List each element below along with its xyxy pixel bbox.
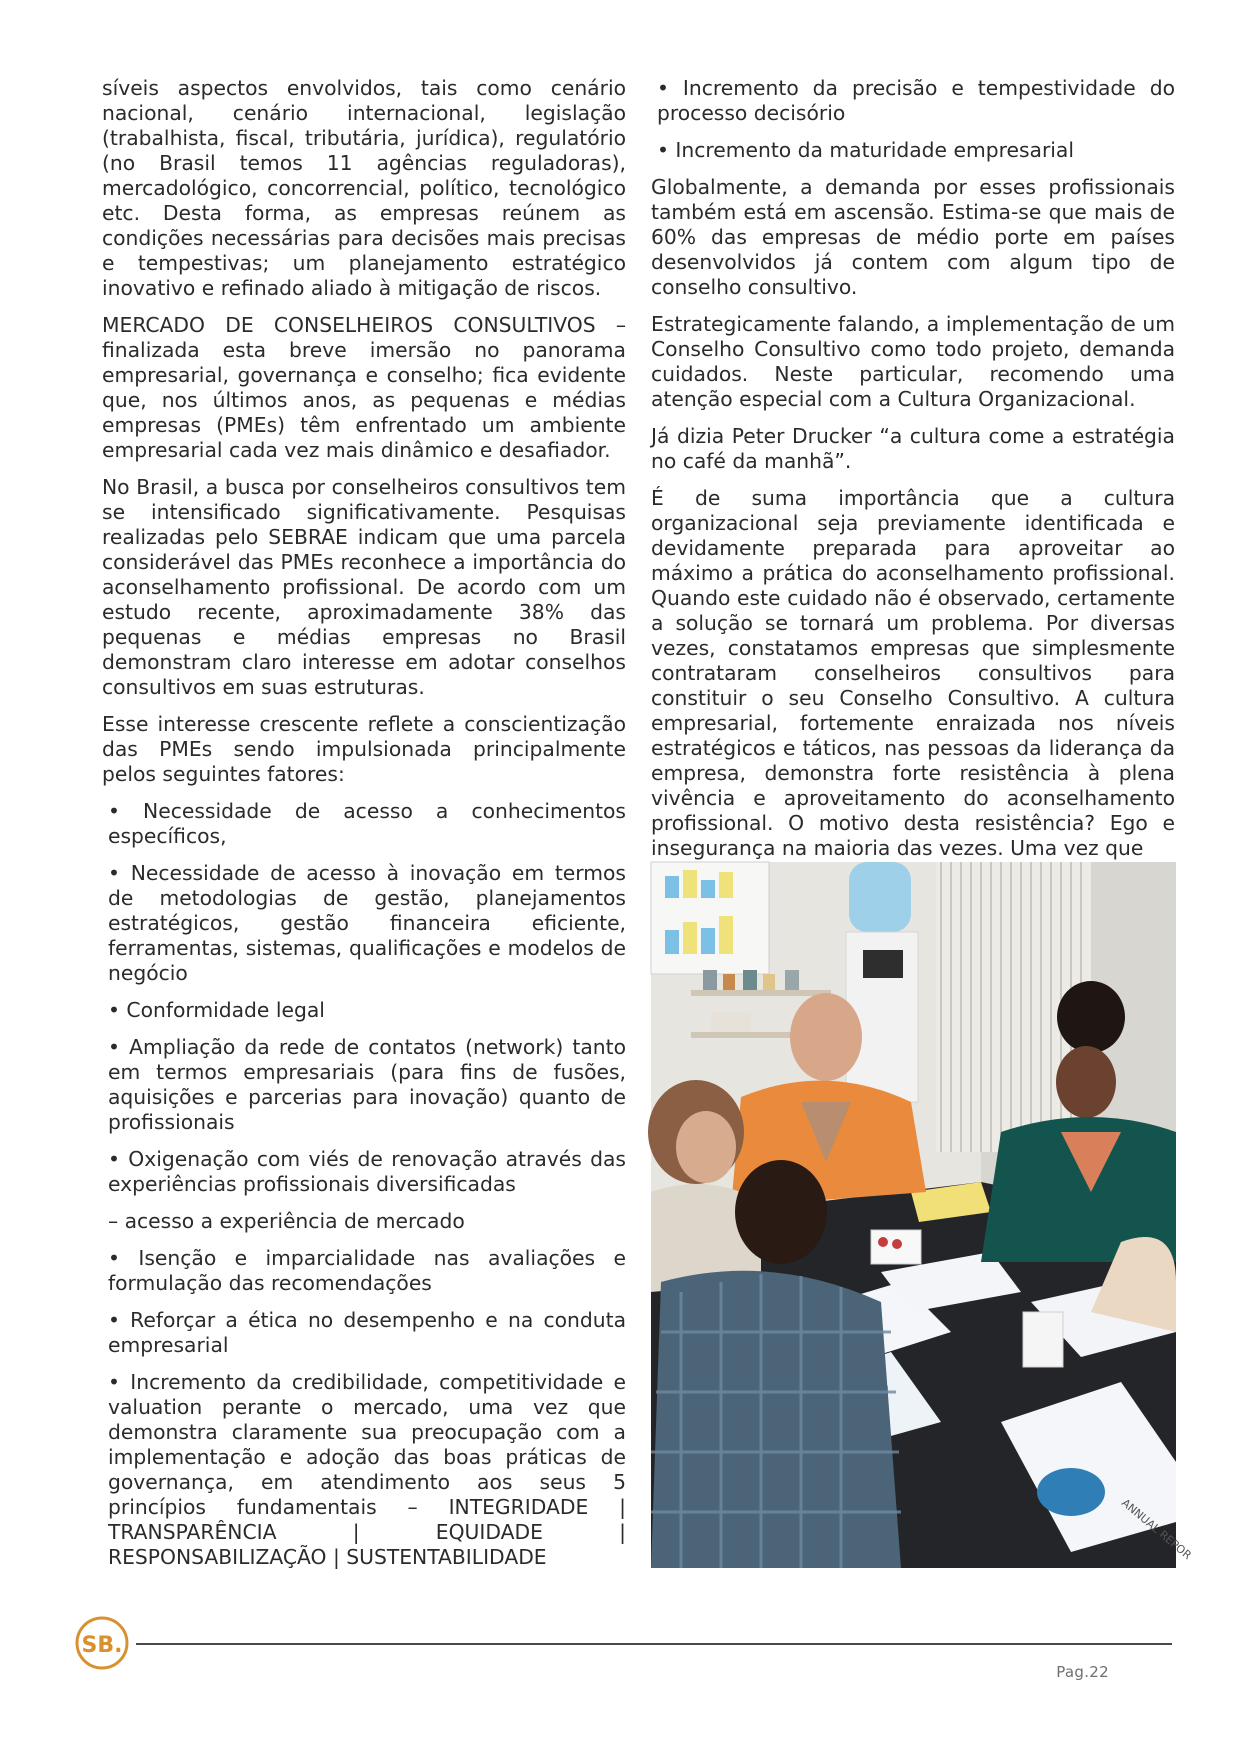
logo-text: SB. (81, 1633, 123, 1658)
list-item: • Ampliação da rede de contatos (network) tanto em termos empresariais (para fins de fusões, aquisições e parcerias para inovação) quanto de profissionais (108, 1035, 626, 1134)
right-text-column (651, 76, 1175, 873)
list-item: – acesso a experiência de mercado (108, 1209, 465, 1233)
list-item: • Isenção e imparcialidade nas avaliações e formulação das recomendações (108, 1246, 626, 1295)
paragraph-market-heading: MERCADO DE CONSELHEIROS CONSULTIVOS – finalizada esta breve imersão no panorama empresarial, governança e conselho; fica evidente que, nos últimos anos, as pequenas e médias empresas (PMEs) têm enfrentado um ambiente empresarial cada vez mais dinâmico e desafiador. (102, 313, 626, 462)
left-text-column (102, 76, 626, 1582)
list-item: • Conformidade legal (108, 998, 325, 1022)
paragraph: No Brasil, a busca por conselheiros consultivos tem se intensificado significativamente. Pesquisas realizadas pelo SEBRAE indicam que uma parcela considerável das PMEs reconhece a importância do aconselhamento profissional. De acordo com um estudo recente, aproximadamente 38% das pequenas e médias empresas no Brasil demonstram claro interesse em adotar conselhos consultivos em suas estruturas. (102, 475, 626, 699)
meeting-illustration (651, 862, 1194, 1568)
water-cooler (846, 862, 918, 1102)
list-item: • Incremento da maturidade empresarial (657, 138, 1074, 162)
paragraph: síveis aspectos envolvidos, tais como cenário nacional, cenário internacional, legislação (trabalhista, fiscal, tributária, jurídica), regulatório (no Brasil temos 11 agências reguladoras), mercadológico, concorrencial, político, tecnológico etc. Desta forma, as empresas reúnem as condições necessárias para decisões mais precisas e tempestivas; um planejamento estratégico inovativo e refinado aliado à mitigação de riscos. (102, 76, 626, 300)
list-item: • Necessidade de acesso a conhecimentos específicos, (108, 799, 626, 848)
paragraph: Globalmente, a demanda por esses profissionais também está em ascensão. Estima-se que mais de 60% das empresas de médio porte em países desenvolvidos já contem com algum tipo de conselho consultivo. (651, 175, 1175, 299)
meeting-photo (651, 862, 1194, 1568)
page-number: Pag.22 (1056, 1663, 1109, 1681)
paragraph: Esse interesse crescente reflete a conscientização das PMEs sendo impulsionada principalmente pelos seguintes fatores: (102, 712, 626, 786)
footer-divider (136, 1643, 1172, 1645)
paragraph: Estrategicamente falando, a implementação de um Conselho Consultivo como todo projeto, demanda cuidados. Neste particular, recomendo uma atenção especial com a Cultura Organizacional. (651, 312, 1175, 411)
list-item: • Necessidade de acesso à inovação em termos de metodologias de gestão, planejamentos estratégicos, gestão financeira eficiente, ferramentas, sistemas, qualificações e modelos de negócio (108, 861, 626, 985)
wall-chart-board (651, 862, 769, 974)
paragraph-quote: Já dizia Peter Drucker “a cultura come a estratégia no café da manhã”. (651, 424, 1175, 473)
list-item: • Incremento da credibilidade, competitividade e valuation perante o mercado, uma vez que demonstra claramente sua preocupação com a implementação e adoção das boas práticas de governança, em atendimento aos seus 5 princípios fundamentais – INTEGRIDADE | TRANSPARÊNCIA | EQUIDADE | RESPONSABILIZAÇÃO | SUSTENTABILIDADE (108, 1370, 626, 1569)
annual-report-label: ANNUAL REPOR (1119, 1496, 1194, 1563)
list-item: • Reforçar a ética no desempenho e na conduta empresarial (108, 1308, 626, 1357)
paragraph: É de suma importância que a cultura organizacional seja previamente identificada e devidamente preparada para aproveitar ao máximo a prática do aconselhamento profissional. Quando este cuidado não é observado, certamente a solução se tornará um problema. Por diversas vezes, constatamos empresas que simplesmente contrataram conselheiros consultivos para constituir o seu Conselho Consultivo. A cultura empresarial, fortemente enraizada nos níveis estratégicos e táticos, nas pessoas da liderança da empresa, demonstra forte resistência à plena vivência e aproveitamento do aconselhamento profissional. O motivo desta resistência? Ego e insegurança na maioria das vezes. Uma vez que (651, 486, 1175, 860)
list-item: • Oxigenação com viés de renovação através das experiências profissionais diversificadas (108, 1147, 626, 1196)
pen-holder (1023, 1312, 1063, 1367)
sb-logo (74, 1615, 130, 1671)
list-item: • Incremento da precisão e tempestividade do processo decisório (657, 76, 1175, 125)
